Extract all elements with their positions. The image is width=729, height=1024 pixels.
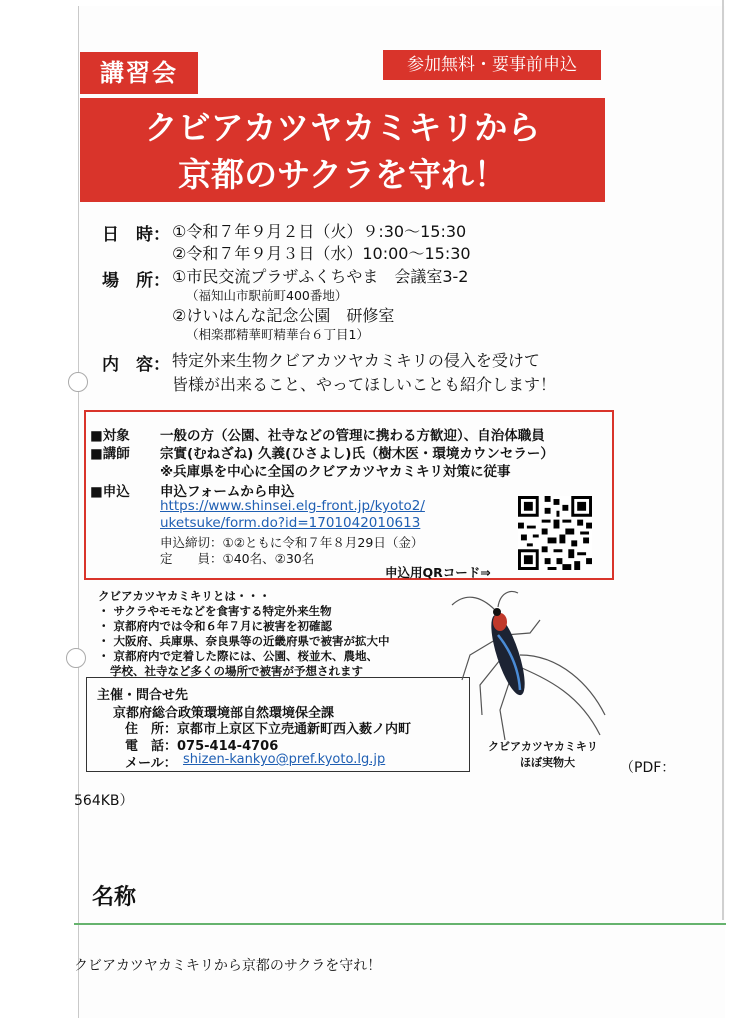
date-2: ②令和７年９月３日（水）10:00〜15:30 [172, 244, 471, 263]
punch-hole [66, 648, 86, 668]
contact-org: 京都府総合政策環境部自然環境保全課 [113, 706, 335, 721]
punch-hole [68, 372, 88, 392]
page-edge [722, 0, 724, 920]
name-value: クビアカツヤカミキリから京都のサクラを守れ！ [74, 958, 382, 974]
about-bullet-3: ・ 大阪府、兵庫県、奈良県等の近畿府県で被害が拡大中 [98, 634, 390, 648]
lecturer-note: ※兵庫県を中心に全国のクビアカツヤカミキリ対策に従事 [160, 464, 511, 480]
contact-heading: 主催・問合せ先 [97, 688, 189, 703]
pdf-size-label-a: （PDF： [620, 760, 676, 776]
about-bullet-5: 学校、社寺など多くの場所で被害が予想されます [110, 664, 363, 678]
capacity-text: 定 員：①40名、②30名 [160, 551, 315, 566]
free-badge: 参加無料・要事前申込 [383, 50, 601, 80]
place-2: ②けいはんな記念公園 研修室 [172, 306, 395, 325]
contact-phone: 電 話：075-414-4706 [125, 739, 279, 754]
content-line-2: 皆様が出来ること、やってほしいことも紹介します！ [172, 375, 557, 394]
event-type-badge: 講習会 [80, 52, 198, 94]
beetle-caption-1: クビアカツヤカミキリ [488, 740, 598, 753]
beetle-caption-2: ほぼ実物大 [520, 756, 575, 769]
title-banner [80, 98, 605, 202]
pdf-size-label-b: 564KB） [74, 793, 134, 809]
place-2-address: （相楽郡精華町精華台６丁目1） [186, 327, 369, 342]
lecturer-text: 宗實(むねざね) 久義(ひさよし)氏（樹木医・環境カウンセラー） [160, 446, 554, 462]
target-text: 一般の方（公園、社寺などの管理に携わる方歓迎）、自治体職員 [160, 428, 545, 444]
date-1: ①令和７年９月２日（火）９:30〜15:30 [172, 222, 467, 241]
contact-address: 住 所：京都市上京区下立売通新町西入薮ノ内町 [125, 722, 412, 737]
target-label: ■対象 [90, 428, 130, 444]
about-bullet-2: ・ 京都府内では令和６年７月に被害を初確認 [98, 619, 333, 633]
place-1-address: （福知山市駅前町400番地） [186, 288, 348, 303]
qr-code[interactable] [518, 496, 592, 570]
title-line-1: クビアカツヤカミキリから [144, 108, 541, 147]
contact-mail-label: メール： [125, 756, 177, 771]
qr-label: 申込用QRコード⇒ [385, 565, 491, 580]
apply-url-line-2[interactable]: uketsuke/form.do?id=1701042010613 [160, 515, 421, 531]
lecturer-label: ■講師 [90, 446, 130, 462]
about-bullet-1: ・ サクラやモモなどを食害する特定外来生物 [98, 604, 332, 618]
deadline-text: 申込締切：①②ともに令和７年８月29日（金） [160, 535, 424, 550]
about-heading: クビアカツヤカミキリとは・・・ [98, 589, 271, 603]
apply-label: ■申込 [90, 484, 130, 500]
content-line-1: 特定外来生物クビアカツヤカミキリの侵入を受けて [172, 351, 540, 370]
divider [74, 923, 726, 925]
place-label: 場 所： [102, 271, 170, 291]
apply-text: 申込フォームから申込 [160, 484, 295, 500]
content-label: 内 容： [102, 355, 170, 375]
about-bullet-4: ・ 京都府内で定着した際には、公園、桜並木、農地、 [98, 649, 379, 663]
place-1: ①市民交流プラザふくちやま 会議室3-2 [172, 267, 469, 286]
date-label: 日 時： [102, 225, 170, 245]
name-heading: 名称 [92, 885, 137, 910]
contact-mail-link[interactable]: shizen-kankyo@pref.kyoto.lg.jp [183, 752, 386, 767]
title-line-2: 京都のサクラを守れ！ [178, 155, 507, 194]
beetle-image [440, 585, 610, 750]
apply-url-line-1[interactable]: https://www.shinsei.elg-front.jp/kyoto2/ [160, 498, 425, 514]
